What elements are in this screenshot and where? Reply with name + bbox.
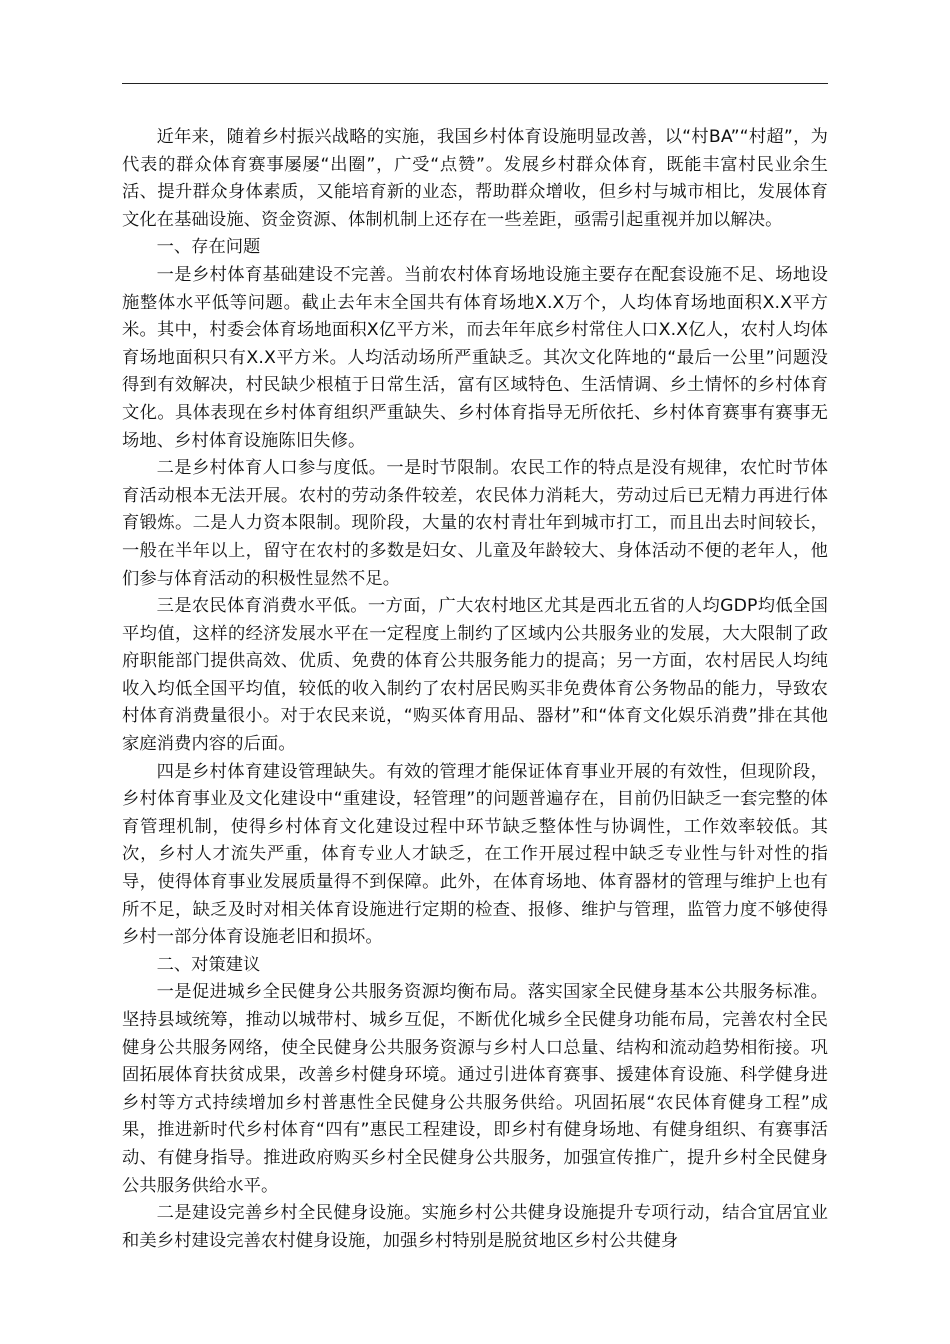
problem-paragraph-4: 四是乡村体育建设管理缺失。有效的管理才能保证体育事业开展的有效性，但现阶段，乡村体育事业及文化建设中“重建设，轻管理”的问题普遍存在，目前仍旧缺乏一套完整的体育管理机制，使得乡村体育文化建设过程中环节缺乏整体性与协调性，工作效率较低。其次，乡村人才流失严重，体育专业人才缺乏，在工作开展过程中缺乏专业性与针对性的指导，使得体育事业发展质量得不到保障。此外，在体育场地、体育器材的管理与维护上也有所不足，缺乏及时对相关体育设施进行定期的检查、报修、维护与管理，监管力度不够使得乡村一部分体育设施老旧和损坏。 [122, 761, 828, 948]
problem-paragraph-1: 一是乡村体育基础建设不完善。当前农村体育场地设施主要存在配套设施不足、场地设施整体水平低等问题。截止去年末全国共有体育场地X.X万个，人均体育场地面积X.X平方米。其中，村委会体育场地面积X亿平方米，而去年年底乡村常住人口X.X亿人，农村人均体育场地面积只有X.X平方米。人均活动场所严重缺乏。其次文化阵地的“最后一公里”问题没得到有效解决，村民缺少根植于日常生活，富有区域特色、生活情调、乡土情怀的乡村体育文化。具体表现在乡村体育组织严重缺失、乡村体育指导无所依托、乡村体育赛事有赛事无场地、乡村体育设施陈旧失修。 [122, 264, 828, 451]
problem-paragraph-2: 二是乡村体育人口参与度低。一是时节限制。农民工作的特点是没有规律，农忙时节体育活动根本无法开展。农村的劳动条件较差，农民体力消耗大，劳动过后已无精力再进行体育锻炼。二是人力资本限制。现阶段，大量的农村青壮年到城市打工，而且出去时间较长，一般在半年以上，留守在农村的多数是妇女、儿童及年龄较大、身体活动不便的老年人，他们参与体育活动的积极性显然不足。 [122, 458, 828, 589]
section-heading-suggestions: 二、对策建议 [156, 954, 261, 975]
section-heading-problems: 一、存在问题 [156, 237, 261, 258]
suggestion-paragraph-1: 一是促进城乡全民健身公共服务资源均衡布局。落实国家全民健身基本公共服务标准。坚持县域统筹，推动以城带村、城乡互促，不断优化城乡全民健身功能布局，完善农村全民健身公共服务网络，使全民健身公共服务资源与乡村人口总量、结构和流动趋势相衔接。巩固拓展体育扶贫成果，改善乡村健身环境。通过引进体育赛事、援建体育设施、科学健身进乡村等方式持续增加乡村普惠性全民健身公共服务供给。巩固拓展“农民体育健身工程”成果，推进新时代乡村体育“四有”惠民工程建设，即乡村有健身场地、有健身组织、有赛事活动、有健身指导。推进政府购买乡村全民健身公共服务，加强宣传推广，提升乡村全民健身公共服务供给水平。 [122, 982, 828, 1196]
header-rule [122, 83, 828, 84]
suggestion-paragraph-2: 二是建设完善乡村全民健身设施。实施乡村公共健身设施提升专项行动，结合宜居宜业和美乡村建设完善农村健身设施，加强乡村特别是脱贫地区乡村公共健身 [122, 1203, 828, 1251]
intro-paragraph: 近年来，随着乡村振兴战略的实施，我国乡村体育设施明显改善，以“村BA”“村超”，为代表的群众体育赛事屡屡“出圈”，广受“点赞”。发展乡村群众体育，既能丰富村民业余生活、提升群众身体素质，又能培育新的业态，帮助群众增收，但乡村与城市相比，发展体育文化在基础设施、资金资源、体制机制上还存在一些差距，亟需引起重视并加以解决。 [122, 127, 828, 230]
problem-paragraph-3: 三是农民体育消费水平低。一方面，广大农村地区尤其是西北五省的人均GDP均低全国平均值，这样的经济发展水平在一定程度上制约了区域内公共服务业的发展，大大限制了政府职能部门提供高效、优质、免费的体育公共服务能力的提高；另一方面，农村居民人均纯收入均低全国平均值，较低的收入制约了农村居民购买非免费体育公务物品的能力，导致农村体育消费量很小。对于农民来说，“购买体育用品、器材”和“体育文化娱乐消费”排在其他家庭消费内容的后面。 [122, 596, 828, 755]
document-body [122, 124, 828, 1255]
